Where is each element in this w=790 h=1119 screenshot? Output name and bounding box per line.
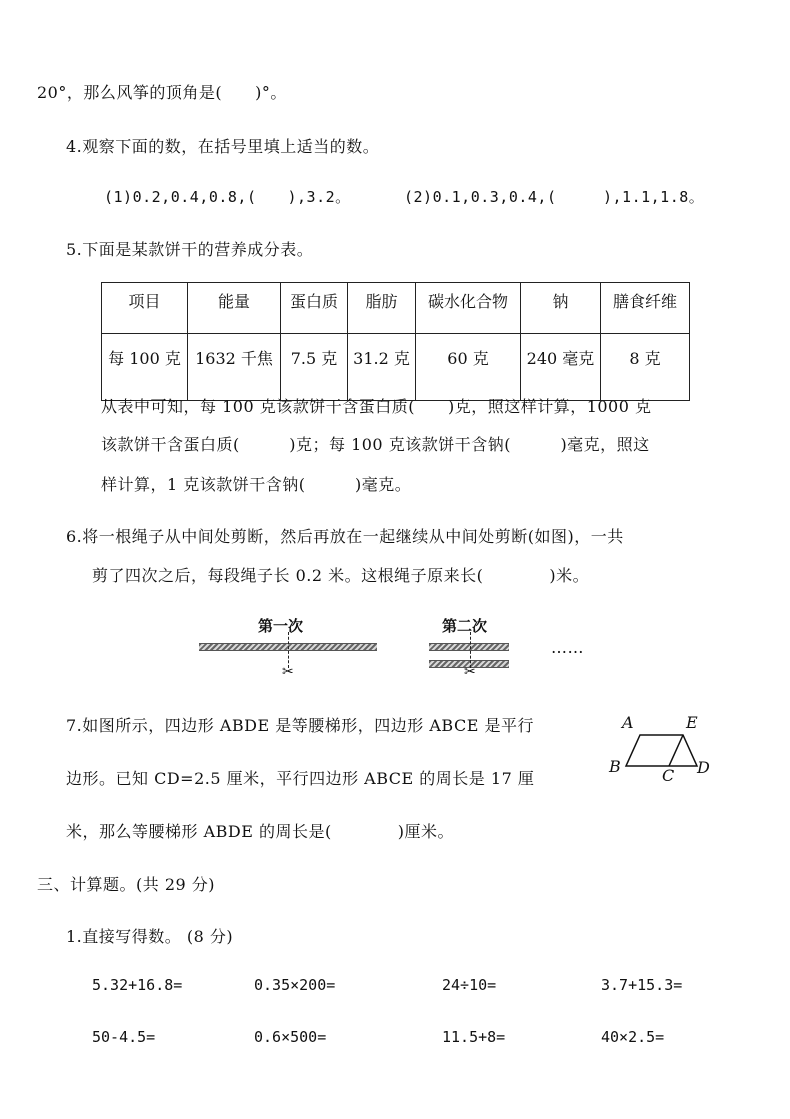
- table-cell: 240 毫克: [521, 334, 601, 401]
- scissors-icon: ✂: [282, 664, 294, 680]
- q3-tail-text: 20°，那么风筝的顶角是( )°。: [37, 83, 287, 102]
- q5-text-line-3: 样计算，1 克该款饼干含钠( )毫克。: [101, 475, 412, 494]
- table-cell: 每 100 克: [102, 334, 188, 401]
- table-header-cell: 钠: [521, 283, 601, 334]
- q6-line-2: 剪了四次之后，每段绳子长 0.2 米。这根绳子原来长( )米。: [92, 566, 590, 585]
- table-header-cell: 碳水化合物: [416, 283, 521, 334]
- cut-line-second: [470, 632, 471, 668]
- table-header-cell: 蛋白质: [281, 283, 348, 334]
- q7-line-2: 边形。已知 CD=2.5 厘米，平行四边形 ABCE 的周长是 17 厘: [66, 769, 535, 788]
- table-cell: 1632 千焦: [188, 334, 281, 401]
- table-cell: 31.2 克: [348, 334, 416, 401]
- table-cell: 60 克: [416, 334, 521, 401]
- calc-item: 11.5+8=: [442, 1028, 506, 1046]
- calc-item: 3.7+15.3=: [601, 976, 683, 994]
- figure-ellipsis: ……: [551, 638, 584, 657]
- q5-text-line-2: 该款饼干含蛋白质( )克；每 100 克该款饼干含钠( )毫克，照这: [101, 435, 650, 454]
- table-cell: 8 克: [601, 334, 690, 401]
- nutrition-table: [101, 282, 690, 401]
- calc-item: 5.32+16.8=: [92, 976, 183, 994]
- point-label-b: B: [609, 757, 621, 776]
- cut-line-first: [288, 632, 289, 668]
- figure-label-first: 第一次: [258, 617, 304, 635]
- calc-item: 24÷10=: [442, 976, 497, 994]
- table-header-cell: 项目: [102, 283, 188, 334]
- point-label-e: E: [686, 713, 698, 732]
- table-header-cell: 脂肪: [348, 283, 416, 334]
- table-cell: 7.5 克: [281, 334, 348, 401]
- table-header-row: [102, 283, 690, 334]
- table-header-cell: 能量: [188, 283, 281, 334]
- q5-text-line-1: 从表中可知，每 100 克该款饼干含蛋白质( )克，照这样计算，1000 克: [101, 397, 652, 416]
- point-label-d: D: [697, 758, 710, 777]
- q5-title: 5.下面是某款饼干的营养成分表。: [66, 240, 314, 259]
- q4-part1: (1)0.2,0.4,0.8,( ),3.2。: [104, 188, 351, 206]
- point-label-c: C: [662, 766, 675, 785]
- calc-item: 0.35×200=: [254, 976, 336, 994]
- q4-title: 4.观察下面的数，在括号里填上适当的数。: [66, 137, 380, 156]
- calc-item: 40×2.5=: [601, 1028, 665, 1046]
- q6-line-1: 6.将一根绳子从中间处剪断，然后再放在一起继续从中间处剪断(如图)，一共: [66, 527, 624, 546]
- figure-label-second: 第二次: [442, 617, 488, 635]
- parallelogram-side-ec: [669, 735, 683, 766]
- table-header-cell: 膳食纤维: [601, 283, 690, 334]
- point-label-a: A: [622, 713, 634, 732]
- section-3-q1-title: 1.直接写得数。 (8 分): [66, 927, 234, 946]
- rope-second-top: [429, 643, 509, 651]
- calc-item: 0.6×500=: [254, 1028, 327, 1046]
- calc-item: 50-4.5=: [92, 1028, 156, 1046]
- q7-line-3: 米，那么等腰梯形 ABDE 的周长是( )厘米。: [66, 822, 454, 841]
- table-row: [102, 334, 690, 401]
- section-3-title: 三、计算题。(共 29 分): [37, 875, 216, 894]
- scissors-icon: ✂: [464, 664, 476, 680]
- q7-line-1: 7.如图所示，四边形 ABDE 是等腰梯形，四边形 ABCE 是平行: [66, 716, 534, 735]
- q4-part2: (2)0.1,0.3,0.4,( ),1.1,1.8。: [404, 188, 705, 206]
- trapezoid-outline: [626, 735, 697, 766]
